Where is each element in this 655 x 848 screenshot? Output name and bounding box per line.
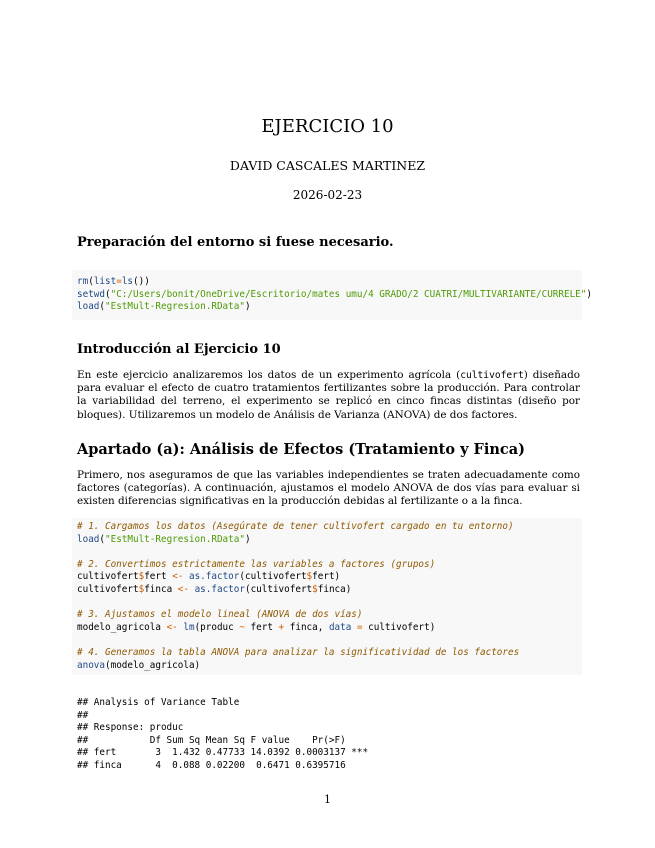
code-line: anova(modelo_agricola)	[77, 659, 201, 671]
output-line: ## Df Sum Sq Mean Sq F value Pr(>F)	[77, 734, 346, 746]
code-line: load("EstMult-Regresion.RData")	[77, 301, 251, 313]
code-comment: # 4. Generamos la tabla ANOVA para analizar la significatividad de los factores	[77, 646, 520, 658]
code-line: modelo_agricola <- lm(produc ~ fert + finca, data = cultivofert)	[77, 621, 436, 633]
anova-output	[77, 697, 368, 773]
output-line: ## fert 3 1.432 0.47733 14.0392 0.0003137 ***	[77, 747, 369, 759]
document-author: DAVID CASCALES MARTINEZ	[229, 158, 426, 173]
code-comment: # 2. Convertimos estrictamente las variables a factores (grupos)	[77, 558, 436, 570]
code-line: rm(list=ls())	[77, 276, 150, 287]
section-a-paragraph: Primero, nos aseguramos de que las variables independientes se traten adecuadamente como factores (categorías). A continuación, ajustamos el modelo ANOVA de dos vías para evaluar si existen diferencias significativas en la producción debidas al fertilizante o a la finca.	[77, 469, 580, 508]
code-block-prep	[72, 270, 592, 320]
output-line: ## finca 4 0.088 0.02200 0.6471 0.6395716	[77, 759, 346, 771]
code-line: cultivofert$finca <- as.factor(cultivofert$finca)	[77, 583, 352, 595]
code-line: cultivofert$fert <- as.factor(cultivofert$fert)	[77, 571, 341, 583]
document-date: 2026-02-23	[292, 188, 363, 202]
section-heading-prep: Preparación del entorno si fuese necesario.	[77, 235, 394, 250]
code-block-anova	[72, 518, 582, 675]
inline-code: cultivofert	[460, 370, 524, 381]
page-number: 1	[324, 793, 331, 806]
output-line: ##	[77, 709, 89, 721]
intro-paragraph: En este ejercicio analizaremos los datos de un experimento agrícola (cultivofert) diseñado para evaluar el efecto de cuatro tratamientos fertilizantes sobre la producción. Para controlar la variabilidad del terreno, el experimento se replicó en cinco fincas distintas (diseño por bloques). Utilizaremos un modelo de Análisis de Varianza (ANOVA) de dos factores.	[77, 369, 580, 421]
document-title: EJERCICIO 10	[261, 116, 394, 137]
code-line: setwd("C:/Users/bonit/OneDrive/Escritorio/mates umu/4 GRADO/2 CUATRI/MULTIVARIANTE/CURRELE")	[77, 288, 592, 300]
section-heading-intro: Introducción al Ejercicio 10	[77, 342, 281, 357]
code-comment: # 3. Ajustamos el modelo lineal (ANOVA de dos vías)	[77, 609, 363, 621]
section-heading-a: Apartado (a): Análisis de Efectos (Tratamiento y Finca)	[77, 441, 525, 458]
code-line: load("EstMult-Regresion.RData")	[77, 533, 251, 545]
code-comment: # 1. Cargamos los datos (Asegúrate de tener cultivofert cargado en tu entorno)	[77, 521, 514, 532]
output-line: ## Response: produc	[77, 722, 184, 734]
output-line: ## Analysis of Variance Table	[77, 697, 240, 708]
